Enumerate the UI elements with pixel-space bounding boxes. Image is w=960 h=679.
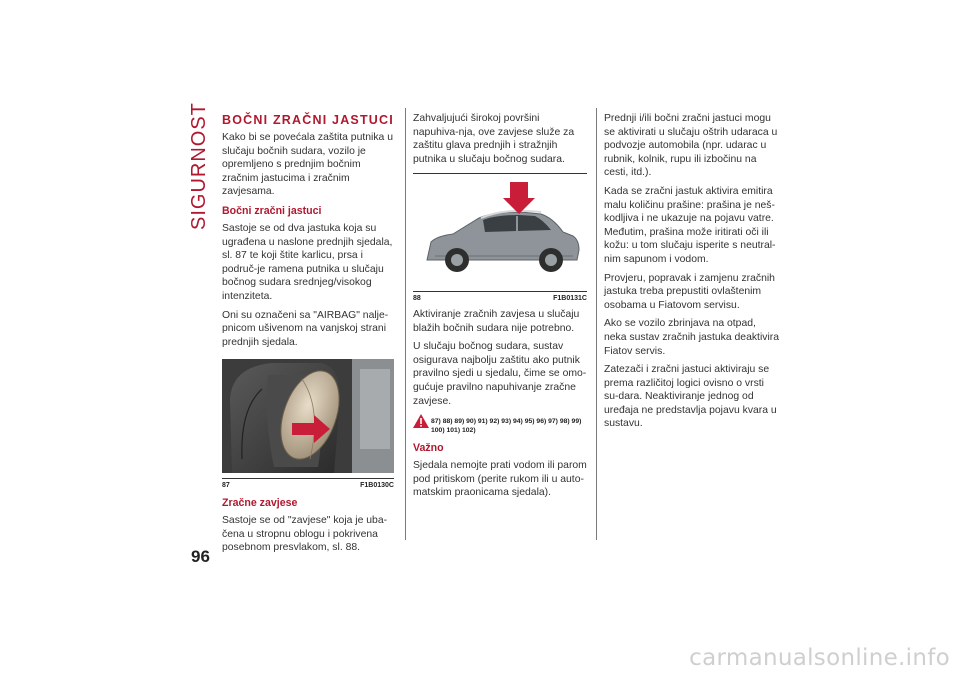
paragraph: U slučaju bočnog sudara, sustav osigurava najbolju zaštitu ako putnik pravilno sjedi u sjedalu, čime se omo-gućuje pravilno napuhivanje zračne zavjese.	[413, 341, 587, 407]
car-curtain-airbag-illustration	[413, 174, 587, 286]
subheading: Bočni zračni jastuci	[222, 204, 322, 217]
paragraph: Zahvaljujući širokoj površini napuhiva-nja, ove zavjese služe za zaštitu glava prednjih i stražnjih putnika u slučaju bočnog sudara.	[413, 113, 575, 165]
column-divider	[596, 108, 597, 540]
figure-caption	[413, 294, 587, 303]
paragraph: Ako se vozilo zbrinjava na otpad, neka sustav zračnih jastuka deaktivira Fiatov servis.	[604, 318, 779, 357]
paragraph: Prednji i/ili bočni zračni jastuci mogu se aktivirati u slučaju oštrih udaraca u podvozje automobila (npr. udarac u rubnik, kolnik, rupu ili izbočinu na cesti, itd.).	[604, 113, 778, 179]
figure-code: F1B0131C	[553, 294, 587, 302]
figure-87	[222, 359, 394, 490]
page-number: 96	[191, 547, 210, 566]
figure-88	[413, 173, 587, 303]
paragraph: Sastoje se od "zavjese" koja je uba-čena u stropnu oblogu i pokrivena posebnom presvlakom, sl. 88.	[222, 514, 388, 554]
paragraph: Oni su označeni sa "AIRBAG" nalje-pnicom ušivenom na vanjskoj strani prednjih sjedala.	[222, 309, 389, 348]
paragraph: Aktiviranje zračnih zavjesa u slučaju blažih bočnih sudara nije potrebno.	[413, 308, 580, 334]
figure-number: 87	[222, 481, 230, 489]
paragraph: Provjeru, popravak i zamjenu zračnih jastuka treba prepustiti ovlaštenim osobama u Fiatovom servisu.	[604, 272, 775, 311]
figure-rule	[413, 291, 587, 292]
section-label: SIGURNOST	[188, 102, 210, 230]
column-2	[413, 112, 587, 505]
section-title: BOČNI ZRAČNI JASTUCI	[222, 113, 394, 127]
paragraph: Zatezači i zračni jastuci aktiviraju se prema različitoj logici ovisno o vrsti su-dara. Neaktiviranje jednog od uređaja ne predstavlja pojavu kvara u sustavu.	[604, 364, 777, 430]
figure-caption	[222, 481, 394, 490]
figure-rule	[222, 478, 394, 479]
figure-number: 88	[413, 294, 421, 302]
paragraph: Sjedala nemojte prati vodom ili parom pod pritiskom (perite rukom ili u auto-matskim praonicama sjedala).	[413, 460, 587, 499]
warning-icon	[413, 414, 429, 428]
column-1	[222, 112, 394, 560]
reference-list: 87) 88) 89) 90) 91) 92) 93) 94) 95) 96) 97) 98) 99) 100) 101) 102)	[431, 418, 582, 435]
subheading: Zračne zavjese	[222, 496, 298, 509]
warning-references	[413, 414, 587, 435]
column-divider	[405, 108, 406, 540]
paragraph: Sastoje se od dva jastuka koja su ugrađena u naslone prednjih sjedala, sl. 87 te koji štite karlicu, prsa i područ-je ramena putnika u slučaju bočnog sudara srednjeg/visokog intenziteta.	[222, 222, 393, 302]
paragraph: Kada se zračni jastuk aktivira emitira malu količinu prašine: prašina je neš-kodljiva i ne ukazuje na pojavu vatre. Međutim, prašina može iritirati oči ili kožu: u tom slučaju isperite s neutral-nim sapunom i vodom.	[604, 185, 776, 265]
subheading: Važno	[413, 442, 444, 455]
figure-code: F1B0130C	[360, 481, 394, 489]
paragraph: Kako bi se povećala zaštita putnika u slučaju bočnih sudara, vozilo je opremljeno s prednjim bočnim zračnim jastucima i zračnim zavjesama.	[222, 132, 393, 198]
column-3	[604, 112, 780, 436]
seat-airbag-illustration	[222, 359, 394, 473]
watermark: carmanualsonline.info	[689, 645, 950, 671]
